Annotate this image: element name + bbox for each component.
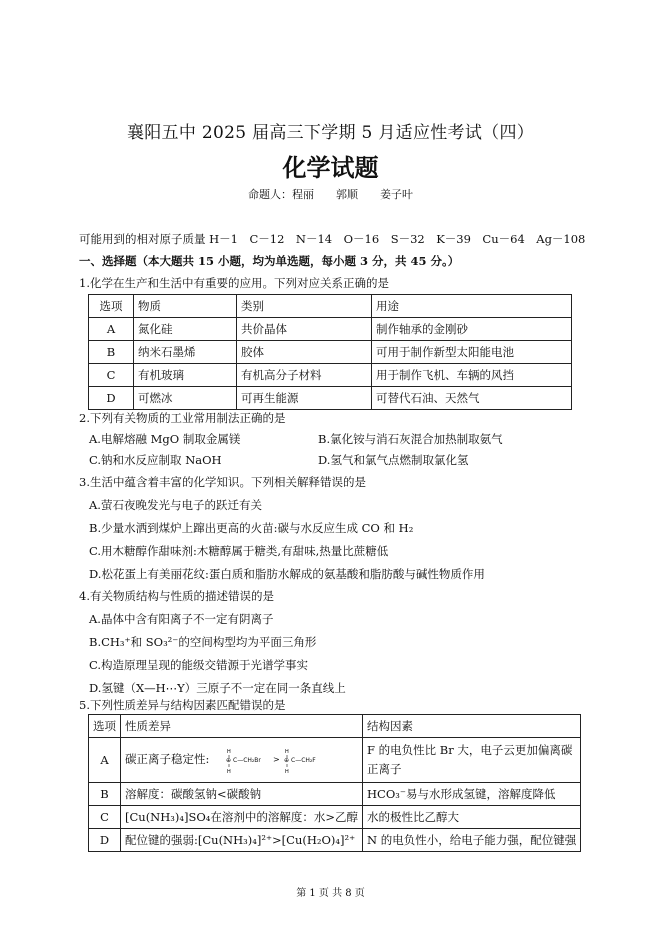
table-cell: 用于制作飞机、车辆的风挡 — [372, 364, 572, 387]
exam-title: 襄阳五中 2025 届高三下学期 5 月适应性考试（四） — [126, 123, 535, 143]
table-row — [89, 783, 581, 806]
table-cell: 可替代石油、天然气 — [372, 387, 572, 410]
q2-option-b: B.氯化铵与消石灰混合加热制取氨气 — [318, 432, 503, 446]
q2-option-c: C.钠和水反应制取 NaOH — [89, 453, 222, 467]
table-row — [89, 341, 572, 364]
q5-stem: 5.下列性质差异与结构因素匹配错误的是 — [79, 698, 286, 712]
section-heading: 一、选择题（本大题共 15 小题，均为单选题，每小题 3 分，共 45 分。） — [79, 254, 460, 268]
page-footer: 第 1 页 共 8 页 — [296, 888, 365, 899]
table-header-cell: 选项 — [89, 715, 121, 738]
table-cell: A — [89, 318, 134, 341]
table-cell: 水的极性比乙醇大 — [363, 806, 581, 829]
svg-text:>: > — [273, 755, 280, 764]
svg-text:⊕: ⊕ — [284, 757, 290, 764]
table-header-cell: 类别 — [237, 295, 372, 318]
q2-option-a: A.电解熔融 MgO 制取金属镁 — [89, 432, 241, 446]
q1-stem: 1.化学在生产和生活中有重要的应用。下列对应关系正确的是 — [79, 276, 389, 290]
table-header-cell: 用途 — [372, 295, 572, 318]
q4-option-b: B.CH₃⁺和 SO₃²⁻的空间构型均为平面三角形 — [89, 635, 317, 649]
svg-text:H: H — [285, 769, 289, 775]
svg-text:H: H — [227, 769, 231, 775]
table-cell: 共价晶体 — [237, 318, 372, 341]
table-cell: D — [89, 387, 134, 410]
q2-option-d: D.氢气和氯气点燃制取氯化氢 — [318, 453, 469, 467]
table-cell: 有机玻璃 — [134, 364, 237, 387]
q1-table — [88, 294, 572, 410]
table-cell: 氮化硅 — [134, 318, 237, 341]
q5-table — [88, 714, 581, 852]
svg-text:H: H — [227, 749, 231, 755]
q3-option-c: C.用木糖醇作甜味剂:木糖醇属于糖类,有甜味,热量比蔗糖低 — [89, 544, 389, 558]
table-cell: A — [89, 738, 121, 783]
property-label: 碳正离子稳定性: — [125, 752, 210, 766]
table-cell: HCO₃⁻易与水形成氢键，溶解度降低 — [363, 783, 581, 806]
table-cell: 配位键的强弱:[Cu(NH₃)₄]²⁺>[Cu(H₂O)₄]²⁺ — [121, 829, 363, 852]
q4-option-c: C.构造原理呈现的能级交错源于光谱学事实 — [89, 658, 309, 672]
q3-option-b: B.少量水洒到煤炉上蹿出更高的火苗:碳与水反应生成 CO 和 H₂ — [89, 521, 414, 535]
table-cell: 溶解度：碳酸氢钠<碳酸钠 — [121, 783, 363, 806]
q2-stem: 2.下列有关物质的工业常用制法正确的是 — [79, 411, 286, 425]
table-cell: B — [89, 783, 121, 806]
svg-text:⊕: ⊕ — [226, 757, 232, 764]
atomic-masses: 可能用到的相对原子质量 H－1 C－12 N－14 O－16 S－32 K－39 Cu－64 Ag－108 — [79, 232, 586, 246]
q3-option-a: A.萤石夜晚发光与电子的跃迁有关 — [89, 498, 262, 512]
q3-option-d: D.松花蛋上有美丽花纹:蛋白质和脂肪水解成的氨基酸和脂肪酸与碱性物质作用 — [89, 567, 485, 581]
table-cell: D — [89, 829, 121, 852]
table-header-cell: 结构因素 — [363, 715, 581, 738]
table-row — [89, 364, 572, 387]
table-cell: C — [89, 364, 134, 387]
table-cell: B — [89, 341, 134, 364]
table-cell: 可再生能源 — [237, 387, 372, 410]
subject-title: 化学试题 — [282, 153, 379, 182]
table-header-cell: 选项 — [89, 295, 134, 318]
table-cell: 可燃冰 — [134, 387, 237, 410]
table-row — [89, 318, 572, 341]
q4-stem: 4.有关物质结构与性质的描述错误的是 — [79, 589, 274, 603]
table-row — [89, 738, 581, 783]
table-cell — [363, 738, 581, 783]
table-cell: 可用于制作新型太阳能电池 — [372, 341, 572, 364]
svg-text:C—CH₂F: C—CH₂F — [291, 757, 316, 764]
q3-stem: 3.生活中蕴含着丰富的化学知识。下列相关解释错误的是 — [79, 475, 366, 489]
table-row — [89, 829, 581, 852]
q4-option-d: D.氢键（X—H⋯Y）三原子不一定在同一条直线上 — [89, 681, 346, 695]
table-cell: C — [89, 806, 121, 829]
table-cell: 有机高分子材料 — [237, 364, 372, 387]
table-cell: [Cu(NH₃)₄]SO₄在溶剂中的溶解度：水>乙醇 — [121, 806, 363, 829]
table-header-cell: 性质差异 — [121, 715, 363, 738]
table-row — [89, 295, 572, 318]
cell-line: F 的电负性比 Br 大，电子云更加偏离碳 — [367, 743, 573, 757]
carbocation-structures-icon — [223, 745, 333, 775]
svg-text:C—CH₂Br: C—CH₂Br — [233, 757, 261, 764]
table-cell: 胶体 — [237, 341, 372, 364]
table-row — [89, 387, 572, 410]
table-header-cell: 物质 — [134, 295, 237, 318]
table-cell: N 的电负性小，给电子能力强，配位键强 — [363, 829, 581, 852]
table-cell: 制作轴承的金刚砂 — [372, 318, 572, 341]
authors-line: 命题人：程丽 郭顺 姜子叶 — [248, 188, 413, 201]
table-row — [89, 806, 581, 829]
table-cell: 纳米石墨烯 — [134, 341, 237, 364]
q4-option-a: A.晶体中含有阳离子不一定有阴离子 — [89, 612, 274, 626]
table-cell — [121, 738, 363, 783]
cell-line: 正离子 — [367, 762, 402, 776]
svg-text:H: H — [285, 749, 289, 755]
table-row — [89, 715, 581, 738]
